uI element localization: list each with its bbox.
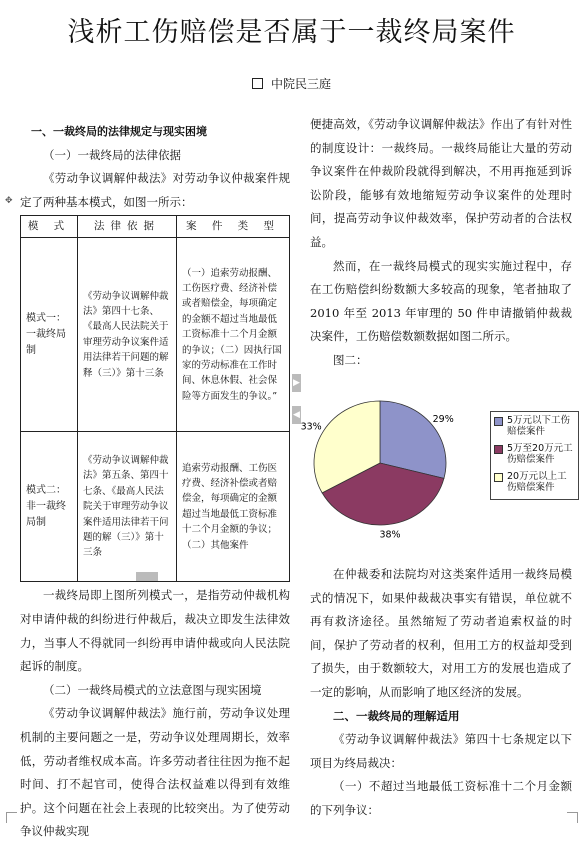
legend-label: 5万至20万元工伤赔偿案件: [507, 443, 573, 465]
subsection-heading-1: （一）一裁终局的法律依据: [43, 147, 181, 162]
paragraph: 便捷高效，《劳动争议调解仲裁法》作出了有针对性的制度设计：一裁终局。一裁终局能让大量的劳动争议案件在仲裁阶段就得到解决，不用再拖延到诉讼阶段，能够有效地缩短劳动争议案件的处理时间，提高劳动争议仲裁效率，保护劳动者的合法权益。: [310, 117, 572, 249]
table-cell-basis: 《劳动争议调解仲裁法》第四十七条、《最高人民法院关于审理劳动争议案件适用法律若干问题的解释（三）》第十三条: [78, 238, 177, 432]
table-resize-handle[interactable]: ▶: [292, 374, 301, 392]
pie-slice-label: 29%: [432, 413, 454, 425]
pie-chart-figure: [300, 385, 575, 545]
corner-mark: [6, 812, 17, 823]
table-cell-types: 追索劳动报酬、工伤医疗费、经济补偿或者赔偿金，每项确定的金额超过当地最低工资标准十二个月金额的争议；（二）其他案件: [177, 432, 290, 582]
figure-label: 图二：: [333, 352, 368, 367]
section-heading-2: 二、一裁终局的理解适用: [333, 708, 460, 723]
pie-slice-label: 38%: [379, 529, 401, 541]
corner-mark: [567, 812, 578, 823]
legend-item: [494, 471, 576, 493]
section-heading-1: 一、一裁终局的法律规定与现实困境: [31, 125, 207, 138]
paragraph: 《劳动争议调解仲裁法》第四十七条规定以下项目为终局裁决：: [310, 732, 572, 770]
table-cell-basis: 《劳动争议调解仲裁法》第五条、第四十七条、《最高人民法院关于审理劳动争议案件适用法律若干问题的解（三）》第十三条: [78, 432, 177, 582]
author-line: [0, 75, 583, 92]
table-bottom-handle[interactable]: [136, 572, 158, 581]
mode-table: [20, 215, 290, 582]
legend-swatch: [494, 473, 503, 482]
page-title: 浅析工伤赔偿是否属于一裁终局案件: [67, 17, 516, 48]
paragraph: 在仲裁委和法院均对这类案件适用一裁终局模式的情况下，如果仲裁裁决事实有错误，单位就不再有救济途径。虽然缩短了劳动者追索权益的时间，保护了劳动者的权利，但用工方的权益却受到了损失，由于数额较大，对用工方的发展也造成了一定的影响，从而影响了地区经济的发展。: [310, 567, 572, 699]
table-cell-mode: 模式一：一裁终局制: [21, 238, 78, 432]
table-row: [21, 238, 290, 432]
table-header-cell: 法律依据: [78, 216, 177, 238]
left-column: [20, 120, 290, 844]
checkbox-icon: [252, 78, 263, 89]
right-column: [310, 113, 572, 373]
table-cell-types: （一）追索劳动报酬、工伤医疗费、经济补偿或者赔偿金，每项确定的金额不超过当地最低工资标准十二个月金额的争议；（二）因执行国家的劳动标准在工作时间、休息休假、社会保险等方面发生的争议。”: [177, 238, 290, 432]
paragraph-intro: 《劳动争议调解仲裁法》对劳动争议仲裁案件规定了两种基本模式，如图一所示：: [20, 171, 290, 209]
table-header-row: [21, 216, 290, 238]
legend-swatch: [494, 417, 503, 426]
move-handle-icon[interactable]: ✥: [5, 196, 13, 206]
pie-slice-label: 33%: [300, 421, 322, 433]
table-cell-mode: 模式二：非一裁终局制: [21, 432, 78, 582]
paragraph: 一裁终局即上图所列模式一，是指劳动仲裁机构对申请仲裁的纠纷进行仲裁后，裁决立即发生法律效力，当事人不得就同一纠纷再申请仲裁或向人民法院起诉的制度。: [20, 588, 290, 674]
paragraph: 然而，在一裁终局模式的现实实施过程中，存在工伤赔偿纠纷数额大多较高的现象，笔者抽取了 2010 年至 2013 年审理的 50 件申请撤销仲裁裁决案件，工伤赔偿数额数据如图二所示。: [310, 258, 572, 344]
author-name: 中院民三庭: [270, 77, 331, 91]
paragraph: 《劳动争议调解仲裁法》施行前，劳动争议处理机制的主要问题之一是，劳动争议处理周期长，效率低，劳动者维权成本高。许多劳动者往往因为拖不起时间、打不起官司，使得合法权益难以得到有效维护。这个问题在社会上表现的比较突出。为了使劳动争议仲裁实现: [20, 706, 290, 839]
table-row: [21, 432, 290, 582]
chart-legend: [490, 411, 579, 500]
paragraph: （一）不超过当地最低工资标准十二个月金额的下列争议：: [310, 779, 572, 817]
table-header-cell: 案 件 类 型: [177, 216, 290, 238]
table-header-cell: 模 式: [21, 216, 78, 238]
legend-label: 20万元以上工伤赔偿案件: [507, 471, 567, 493]
legend-swatch: [494, 445, 503, 454]
subsection-heading-2: （二）一裁终局模式的立法意图与现实困境: [43, 682, 262, 697]
legend-label: 5万元以下工伤赔偿案件: [507, 415, 571, 437]
right-column-lower: [310, 563, 572, 823]
table-resize-handle[interactable]: ◀: [292, 406, 301, 424]
legend-item: [494, 443, 576, 465]
legend-item: [494, 415, 576, 437]
